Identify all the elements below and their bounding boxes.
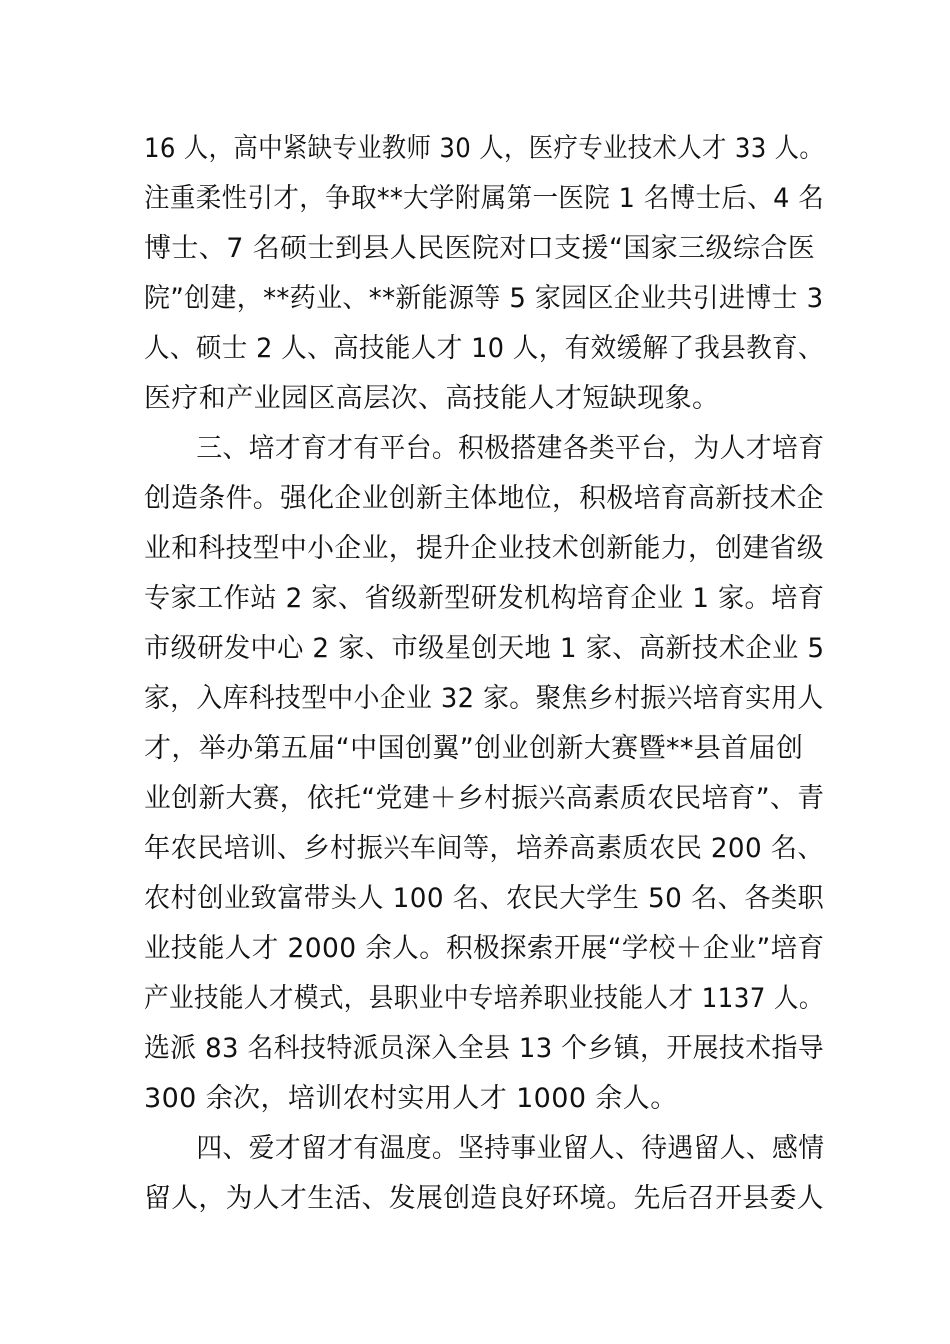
text-line: 业技能人才 2000 余人。积极探索开展“学校＋企业”培育 — [144, 933, 825, 964]
text-line: 院”创建，**药业、**新能源等 5 家园区企业共引进博士 3 — [144, 283, 824, 314]
text-line: 才，举办第五届“中国创翼”创业创新大赛暨**县首届创 — [144, 733, 804, 764]
text-line: 三、培才育才有平台。积极搭建各类平台，为人才培育 — [144, 433, 825, 464]
text-line: 人、硕士 2 人、高技能人才 10 人，有效缓解了我县教育、 — [144, 333, 824, 364]
text-line: 业和科技型中小企业，提升企业技术创新能力，创建省级 — [144, 533, 824, 564]
text-line: 创造条件。强化企业创新主体地位，积极培育高新技术企 — [144, 483, 824, 514]
text-line: 市级研发中心 2 家、市级星创天地 1 家、高新技术企业 5 — [144, 633, 825, 664]
body-text — [144, 124, 824, 1224]
text-line: 300 余次，培训农村实用人才 1000 余人。 — [144, 1083, 678, 1114]
text-line: 产业技能人才模式，县职业中专培养职业技能人才 1137 人。 — [144, 983, 824, 1014]
text-line: 业创新大赛，依托“党建＋乡村振兴高素质农民培育”、青 — [144, 783, 825, 814]
text-line: 四、爱才留才有温度。坚持事业留人、待遇留人、感情 — [144, 1133, 825, 1164]
text-line: 选派 83 名科技特派员深入全县 13 个乡镇，开展技术指导 — [144, 1033, 825, 1064]
text-line: 留人，为人才生活、发展创造良好环境。先后召开县委人 — [144, 1183, 824, 1214]
text-line: 年农民培训、乡村振兴车间等，培养高素质农民 200 名、 — [144, 833, 824, 864]
text-line: 博士、7 名硕士到县人民医院对口支援“国家三级综合医 — [144, 233, 816, 264]
text-line: 16 人，高中紧缺专业教师 30 人，医疗专业技术人才 33 人。 — [144, 133, 825, 164]
text-line: 注重柔性引才，争取**大学附属第一医院 1 名博士后、4 名 — [144, 183, 825, 214]
text-line: 家，入库科技型中小企业 32 家。聚焦乡村振兴培育实用人 — [144, 683, 824, 714]
text-line: 专家工作站 2 家、省级新型研发机构培育企业 1 家。培育 — [144, 583, 825, 614]
text-line: 农村创业致富带头人 100 名、农民大学生 50 名、各类职 — [144, 883, 825, 914]
text-line: 医疗和产业园区高层次、高技能人才短缺现象。 — [144, 383, 720, 414]
